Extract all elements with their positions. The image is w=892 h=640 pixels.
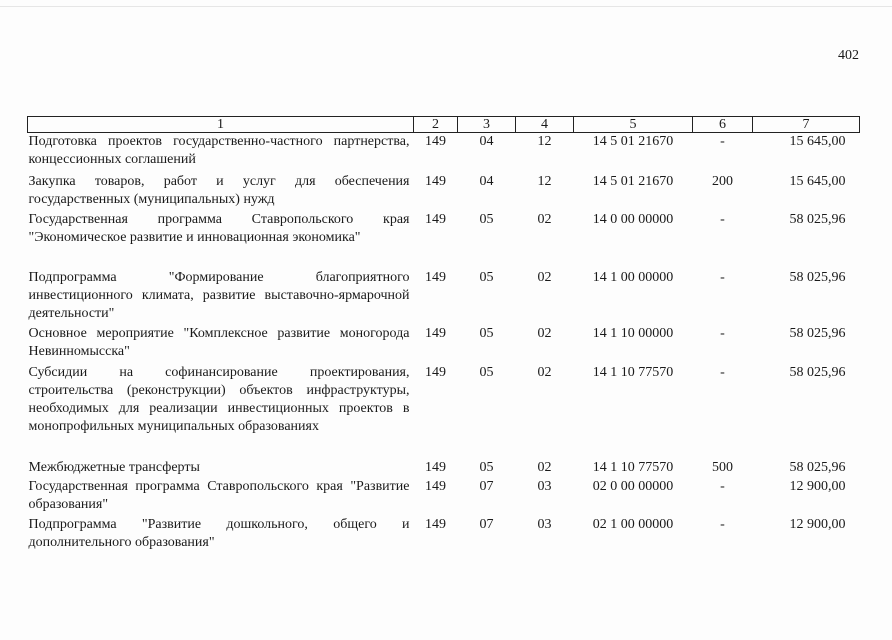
row-expense-type: - — [720, 478, 725, 494]
row-section: 05 — [479, 325, 494, 341]
row-expense-type: - — [720, 269, 725, 285]
row-name: Основное мероприятие "Комплексное развитие моногорода Невинномысска" — [28, 325, 410, 359]
row-section: 04 — [479, 173, 494, 189]
row-expense-type: - — [720, 325, 725, 341]
row-section: 05 — [479, 269, 494, 285]
page-number: 402 — [838, 48, 859, 63]
table-row — [28, 325, 860, 364]
row-subsection: 02 — [537, 325, 552, 341]
row-expense-type: - — [720, 211, 725, 227]
table-header-row — [28, 117, 860, 133]
row-ministry: 149 — [425, 516, 446, 532]
row-name: Государственная программа Ставропольского края "Экономическое развитие и инновационная экономика" — [28, 211, 410, 245]
row-section: 04 — [479, 134, 494, 149]
row-amount: 58 025,96 — [789, 364, 846, 380]
row-name: Закупка товаров, работ и услуг для обеспечения государственных (муниципальных) нужд — [28, 173, 410, 207]
row-expense-type: - — [720, 516, 725, 532]
row-target-article: 14 1 10 77570 — [592, 364, 674, 380]
row-ministry: 149 — [425, 325, 446, 341]
row-expense-type: 500 — [712, 459, 733, 475]
table-row — [28, 173, 860, 211]
scan-edge — [0, 6, 892, 7]
table-row — [28, 133, 860, 173]
row-amount: 15 645,00 — [789, 134, 846, 149]
row-expense-type: - — [720, 134, 725, 149]
row-amount: 58 025,96 — [789, 269, 846, 285]
row-amount: 12 900,00 — [789, 478, 846, 494]
row-ministry: 149 — [425, 459, 446, 475]
col-header-5: 5 — [574, 117, 693, 133]
row-target-article: 14 1 10 00000 — [592, 325, 674, 341]
col-header-1: 1 — [28, 117, 414, 133]
row-ministry: 149 — [425, 134, 446, 149]
row-section: 05 — [479, 459, 494, 475]
row-ministry: 149 — [425, 173, 446, 189]
row-amount: 58 025,96 — [789, 325, 846, 341]
row-expense-type: 200 — [712, 173, 733, 189]
row-subsection: 12 — [537, 134, 552, 149]
row-target-article: 14 0 00 00000 — [592, 211, 674, 227]
row-target-article: 14 1 10 77570 — [592, 459, 674, 475]
row-subsection: 02 — [537, 364, 552, 380]
row-ministry: 149 — [425, 478, 446, 494]
row-ministry: 149 — [425, 211, 446, 227]
row-name: Государственная программа Ставропольского края "Развитие образования" — [28, 478, 410, 512]
budget-table — [27, 116, 860, 554]
row-target-article: 02 1 00 00000 — [592, 516, 674, 532]
row-target-article: 02 0 00 00000 — [592, 478, 674, 494]
row-subsection: 03 — [537, 516, 552, 532]
table-row — [28, 211, 860, 269]
row-name: Подготовка проектов государственно-частного партнерства, концессионных соглашений — [28, 134, 410, 167]
row-section: 05 — [479, 211, 494, 227]
table-row — [28, 269, 860, 325]
row-expense-type: - — [720, 364, 725, 380]
col-header-6: 6 — [693, 117, 753, 133]
row-name: Субсидии на софинансирование проектирования, строительства (реконструкции) объектов инфраструктуры, необходимых для реализации инвестиционных проектов в монопрофильных муниципальных образованиях — [28, 364, 410, 434]
row-amount: 15 645,00 — [789, 173, 846, 189]
col-header-3: 3 — [458, 117, 516, 133]
row-target-article: 14 5 01 21670 — [592, 134, 674, 149]
table-row — [28, 516, 860, 554]
col-header-2: 2 — [414, 117, 458, 133]
table-row — [28, 364, 860, 459]
row-target-article: 14 5 01 21670 — [592, 173, 674, 189]
row-ministry: 149 — [425, 269, 446, 285]
row-subsection: 02 — [537, 211, 552, 227]
row-ministry: 149 — [425, 364, 446, 380]
row-name: Подпрограмма "Развитие дошкольного, общего и дополнительного образования" — [28, 516, 410, 550]
row-section: 07 — [479, 478, 494, 494]
col-header-4: 4 — [516, 117, 574, 133]
row-name: Межбюджетные трансферты — [28, 459, 200, 475]
row-subsection: 12 — [537, 173, 552, 189]
row-section: 07 — [479, 516, 494, 532]
row-name: Подпрограмма "Формирование благоприятного инвестиционного климата, развитие выставочно-ярмарочной деятельности" — [28, 269, 410, 321]
row-subsection: 02 — [537, 269, 552, 285]
row-subsection: 03 — [537, 478, 552, 494]
row-subsection: 02 — [537, 459, 552, 475]
row-amount: 12 900,00 — [789, 516, 846, 532]
row-section: 05 — [479, 364, 494, 380]
row-amount: 58 025,96 — [789, 211, 846, 227]
table-row — [28, 478, 860, 516]
table-row — [28, 459, 860, 478]
row-amount: 58 025,96 — [789, 459, 846, 475]
col-header-7: 7 — [753, 117, 860, 133]
row-target-article: 14 1 00 00000 — [592, 269, 674, 285]
